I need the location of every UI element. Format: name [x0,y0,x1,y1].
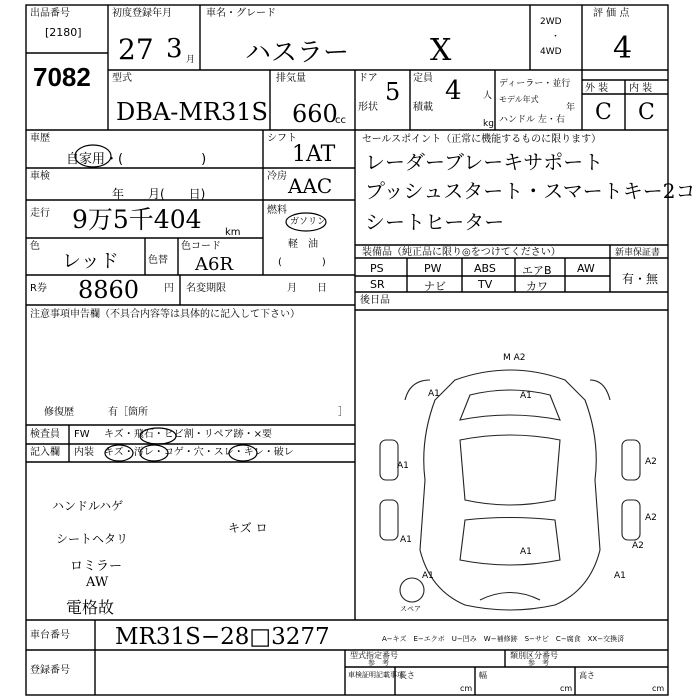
drive-4wd: 4WD [540,47,562,57]
diagram-mark-5: A2 [645,513,657,523]
handwritten-note-6: キズ ロ [228,521,268,535]
equipment-label: 装備品（純正品に限り◎をつけてください） [362,247,561,258]
fuel-diesel: 軽 油 [288,239,318,250]
mileage-value: 9万5千404 [72,205,202,234]
capacity-value: 4 [445,76,462,106]
inspector-row2-label: 記入欄 [30,447,60,458]
category-label: 類別区分番号 [510,651,558,660]
shape-label: 形状 [358,102,378,113]
fuel-gasoline: ガソリン [290,217,327,227]
title-expiry-label: 名変期限 [186,283,226,294]
cert-label: 車検証明記載事項 [348,671,404,679]
diagram-mark-1: A1 [428,389,440,399]
height-unit: cm [652,684,665,693]
ac-value: AAC [288,174,333,198]
seat-label: 後日品 [360,295,390,306]
repair-close: ］ [338,407,348,418]
equip-r1-c4: エアB [522,264,552,277]
diagram-mark-7: A1 [422,571,434,581]
recycle-amount: 8860 [78,276,140,304]
load-unit: kg [483,119,494,129]
length-label: 長さ [399,671,415,680]
lot-number: 7082 [33,62,91,92]
warranty-label: 新車保証書 [615,248,661,258]
equip-r1-c5: AW [577,262,595,275]
shift-label: シフト [267,133,297,144]
height-label: 高さ [579,671,595,680]
equip-r2-c1: SR [370,278,385,291]
mileage-label: 走行 [30,208,50,219]
fuel-label: 燃料 [267,205,287,216]
color-change-label: 色替 [148,255,168,266]
color-label: 色 [30,241,40,252]
diagram-mark-6: A2 [632,541,644,551]
doors-value: 5 [385,78,401,106]
color-value: レッド [62,250,119,272]
capacity-unit: 人 [483,91,493,101]
inspector-row2-items: キズ・汚レ・コゲ・穴・スレ・キレ・破レ [104,447,294,458]
history-label: 車歴 [30,133,50,144]
model-value: DBA-MR31S [116,98,268,126]
drive-dot: ・ [551,32,561,42]
inspection-value: 年 月( 日) [112,187,206,201]
exterior-label: 外 装 [585,83,609,94]
inspector-row1-items: キズ・飛石・ヒビ割・リペア跡・×要 [104,429,272,440]
first-reg-label: 初度登録年月 [112,8,172,19]
exterior-grade: C [595,100,612,125]
dealer-label: ディーラー・並行 [499,79,571,89]
inspection-label: 車検 [30,171,50,182]
name-grade-label: 車名・グレード [206,8,276,19]
title-expiry-value: 月 日 [287,283,327,294]
color-code-value: A6R [195,254,234,275]
rating-value: 4 [613,31,633,66]
diagram-mark-2: A1 [520,391,532,401]
category-ref: 参 考 [528,659,549,667]
diagram-mark-3: A2 [645,457,657,467]
shift-value: 1AT [292,142,336,167]
handwritten-note-2: シートヘタリ [56,532,129,546]
diagram-mark-8: A1 [614,571,626,581]
type-ref: 参 考 [368,659,389,667]
interior-grade: C [638,100,655,125]
ac-label: 冷房 [267,171,287,182]
diagram-mark-4: A1 [397,461,409,471]
interior-label: 内 装 [629,83,653,94]
lot-label: 出品番号 [30,8,70,19]
lot-code: [2180] [45,26,82,39]
mileage-unit: km [225,227,241,238]
sales-point-1: レーダーブレーキサポート [365,150,604,174]
handle-label: ハンドル 左・右 [499,115,565,125]
car-diagram [380,370,640,610]
model-year-label: モデル年式 [499,95,539,104]
type-label: 型式指定番号 [350,651,398,660]
chassis-number: MR31S−28□3277 [115,624,330,650]
color-code-label: 色コード [181,241,221,252]
doors-label: ドア [358,73,378,84]
warranty-value: 有・無 [622,272,659,286]
inspector-row2-tag: 内装 [74,447,94,458]
diagram-mark-9: A1 [400,535,412,545]
sales-point-3: シートヒーター [365,210,505,234]
drive-2wd: 2WD [540,17,562,27]
diagram-mark-10: A1 [520,547,532,557]
displacement-value: 660 [292,100,338,128]
equip-r1-c1: PS [370,262,384,275]
width-unit: cm [560,684,573,693]
sales-point-2: プッシュスタート・スマートキー2コ [365,179,696,203]
equip-r2-c2: ナビ [424,280,446,293]
recycle-label: R券 [30,283,47,294]
equip-r2-c3: TV [478,278,493,291]
fuel-other: ( ) [278,257,326,268]
repair-value: 有［箇所 [108,407,148,418]
first-reg-month-unit: 月 [186,55,196,65]
first-reg-month: 3 [166,34,183,64]
car-grade: X [430,33,452,68]
spare-label: スペア [400,605,421,613]
model-label: 型式 [112,73,132,84]
first-reg-year: 27 [118,33,154,66]
handwritten-note-5: 電格故 [66,598,115,617]
displacement-label: 排気量 [276,73,306,84]
inspector-row1-tag: FW [74,429,90,440]
length-unit: cm [460,684,473,693]
car-name: ハスラー [245,38,350,68]
equip-r1-c2: PW [424,262,442,275]
model-year-unit: 年 [566,103,576,113]
rating-label: 評 価 点 [593,8,630,19]
capacity-label: 定員 [413,73,433,84]
history-value: 自家用・( ) [66,152,207,167]
width-label: 幅 [479,671,487,680]
recycle-unit: 円 [164,283,174,294]
sales-points-label: セールスポイント（正常に機能するものに限ります） [362,134,602,145]
notes-label: 注意事項申告欄（不具合内容等は具体的に記入して下さい） [30,309,300,320]
equip-r1-c3: ABS [474,262,496,275]
diagram-top-mark: M A2 [503,353,526,363]
load-label: 積載 [413,102,433,113]
handwritten-note-4: AW [86,575,109,590]
handwritten-note-3: ロミラー [70,559,123,574]
handwritten-note-1: ハンドルハゲ [52,499,124,513]
diagram-legend: A−キズ E−エクボ U−凹み W−補修跡 S−サビ C−腐食 XX−交換済 [382,635,625,643]
inspector-label: 検査員 [30,429,60,440]
registration-label: 登録番号 [30,665,70,676]
equip-r2-c4: カワ [526,280,548,293]
chassis-label: 車台番号 [30,630,70,641]
displacement-unit: cc [335,115,346,126]
repair-label: 修復歴 [44,407,74,418]
